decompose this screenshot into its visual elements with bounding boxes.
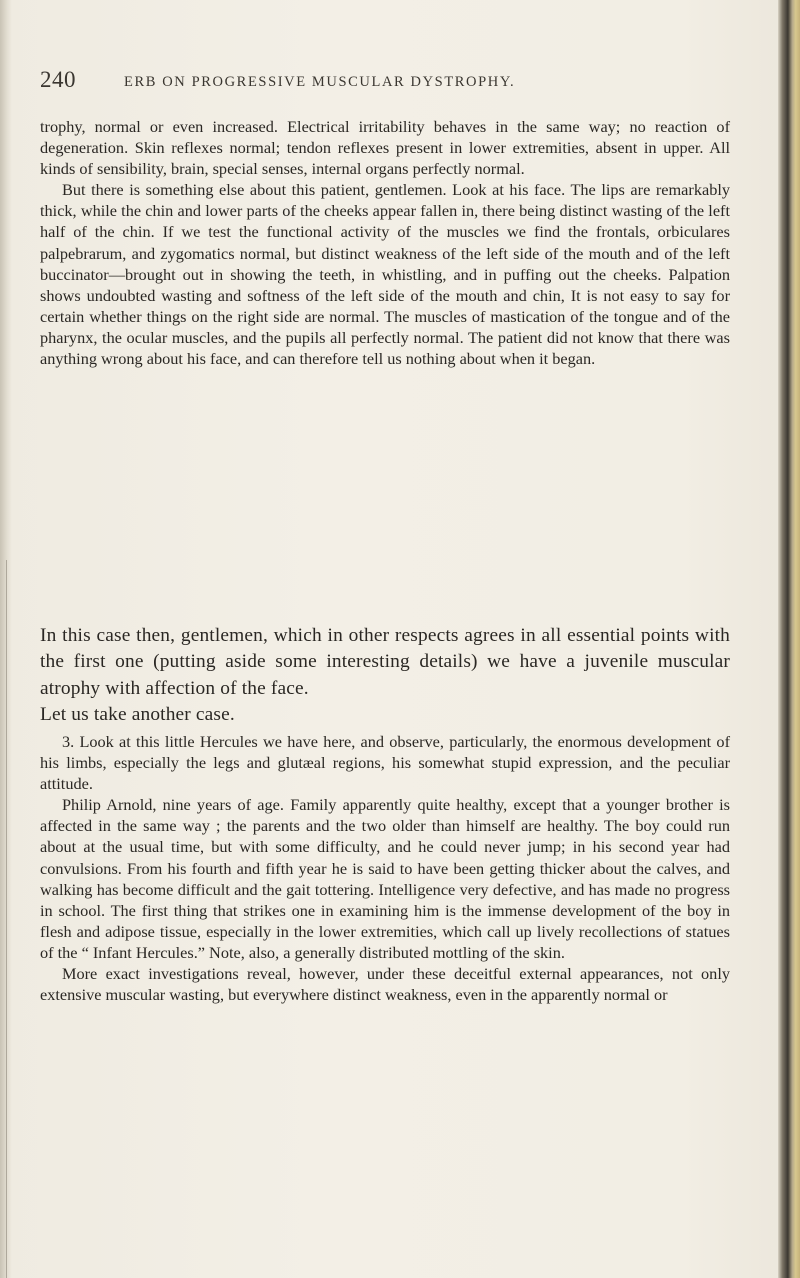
paragraph: 3. Look at this little Hercules we have here, and observe, particularly, the enormous development of his limbs, especially the legs and glutæal regions, his somewhat stupid expression, and the peculiar attitude.	[40, 732, 730, 794]
paragraph: But there is something else about this patient, gentlemen. Look at his face. The lips are remarkably thick, while the chin and lower parts of the cheeks appear fallen in, there being distinct wasting of the left half of the chin. If we test the functional activity of the muscles we find the frontals, orbiculares palpebrarum, and zygomatics normal, but distinct weakness of the left side of the mouth and of the left buccinator—brought out in showing the teeth, in whistling, and in puffing out the cheeks. Palpation shows undoubted wasting and softness of the left side of the mouth and chin, It is not easy to say for certain whether things on the right side are normal. The muscles of mastication of the tongue and of the pharynx, the ocular muscles, and the pupils all perfectly normal. The patient did not know that there was anything wrong about his face, and can therefore tell us nothing about when it began.	[40, 180, 730, 369]
running-head: ERB ON PROGRESSIVE MUSCULAR DYSTROPHY.	[124, 74, 516, 90]
paragraph: Let us take another case.	[40, 704, 235, 726]
page-header	[40, 67, 740, 97]
text-block-case-three	[40, 731, 730, 1005]
paragraph: trophy, normal or even increased. Electrical irritability behaves in the same way; no reaction of degeneration. Skin reflexes normal; tendon reflexes present in lower extremities, absent in upper. All kinds of sensibility, brain, special senses, internal organs perfectly normal.	[40, 117, 730, 179]
paragraph: Philip Arnold, nine years of age. Family apparently quite healthy, except that a younger brother is affected in the same way ; the parents and the two older than himself are healthy. The boy could run about at the usual time, but with some difficulty, and he could never jump; in his second year had convulsions. From his fourth and fifth year he is said to have been getting thicker about the calves, and walking has become difficult and the gait tottering. Intelligence very defective, and has made no progress in school. The first thing that strikes one in examining him is the immense development of the boy in flesh and adipose tissue, especially in the lower extremities, which call up lively recollections of statues of the “ Infant Hercules.” Note, also, a generally distributed mottling of the skin.	[40, 795, 730, 962]
paragraph: More exact investigations reveal, however, under these deceitful external appearances, not only extensive muscular wasting, but everywhere distinct weakness, even in the apparently normal or	[40, 964, 730, 1005]
page-number: 240	[40, 67, 76, 92]
paragraph: In this case then, gentlemen, which in other respects agrees in all essential points with the first one (putting aside some interesting details) we have a juvenile muscular atrophy with affection of the face.	[40, 625, 730, 699]
text-block-lecture	[40, 623, 730, 729]
page-left-edge	[0, 0, 12, 1278]
text-block-first	[40, 116, 730, 369]
book-spine-edge	[778, 0, 800, 1278]
margin-rule	[6, 560, 7, 1278]
